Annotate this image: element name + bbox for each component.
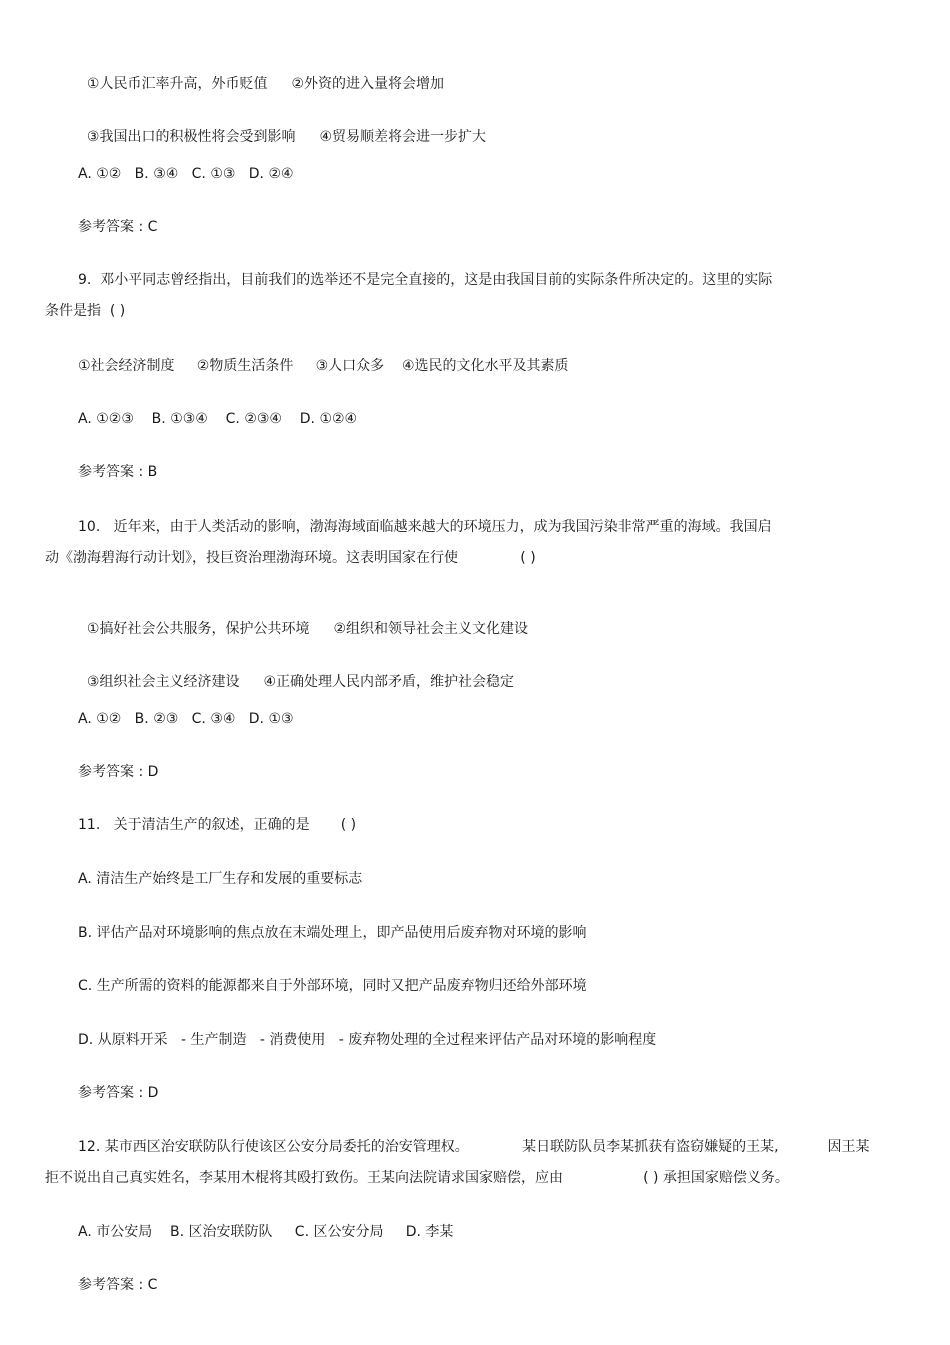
q10-statements-row2 (78, 655, 514, 691)
q10-choices: A. ①② B. ②③ C. ③④ D. ①③ (78, 711, 294, 727)
q9-stem-line1: 9. 邓小平同志曾经指出，目前我们的选举还不是完全直接的，这是由我国目前的实际条件所决定的。这里的实际 (78, 272, 773, 288)
q8-choices: A. ①② B. ③④ C. ①③ D. ②④ (78, 166, 294, 182)
q11-stem: 11. 关于清洁生产的叙述，正确的是 ( ) (78, 817, 357, 833)
q8-statements-row1 (78, 57, 444, 93)
q12-stem-line2: 拒不说出自己真实姓名，李某用木棍将其殴打致伤。王某向法院请求国家赔偿，应由 ( ) 承担国家赔偿义务。 (45, 1170, 789, 1186)
q9-choices: A. ①②③ B. ①③④ C. ②③④ D. ①②④ (78, 411, 358, 427)
q10-statements-row1 (78, 602, 528, 638)
q8-answer: 参考答案 : C (78, 219, 158, 235)
q10-statement-1: ①搞好社会公共服务，保护公共环境 (86, 621, 310, 637)
q8-statements-row2 (78, 110, 486, 146)
q12-answer: 参考答案 : C (78, 1277, 158, 1293)
q8-statement-2: ②外资的进入量将会增加 (291, 76, 445, 92)
q9-statements: ①社会经济制度 ②物质生活条件 ③人口众多 ④选民的文化水平及其素质 (78, 358, 569, 374)
q10-stem-line2: 动《渤海碧海行动计划》，投巨资治理渤海环境。这表明国家在行使 ( ) (45, 550, 536, 566)
q10-statement-3: ③组织社会主义经济建设 (86, 674, 240, 690)
q10-answer: 参考答案 : D (78, 764, 159, 780)
q10-stem-line1: 10. 近年来，由于人类活动的影响，渤海海域面临越来越大的环境压力，成为我国污染非常严重的海域。我国启 (78, 519, 772, 535)
q8-statement-1: ①人民币汇率升高，外币贬值 (86, 76, 268, 92)
q11-option-c: C. 生产所需的资料的能源都来自于外部环境，同时又把产品废弃物归还给外部环境 (78, 978, 587, 994)
q11-option-b: B. 评估产品对环境影响的焦点放在末端处理上，即产品使用后废弃物对环境的影响 (78, 925, 587, 941)
q12-stem-line1: 12. 某市西区治安联防队行使该区公安分局委托的治安管理权。 某日联防队员李某抓获有盗窃嫌疑的王某, 因王某 (78, 1139, 870, 1155)
q10-statement-4: ④正确处理人民内部矛盾，维护社会稳定 (263, 674, 515, 690)
q10-statement-2: ②组织和领导社会主义文化建设 (333, 621, 529, 637)
q8-statement-4: ④贸易顺差将会进一步扩大 (319, 129, 487, 145)
q9-stem-line2: 条件是指 ( ) (45, 303, 126, 319)
q12-choices: A. 市公安局 B. 区治安联防队 C. 区公安分局 D. 李某 (78, 1224, 454, 1240)
q11-option-d: D. 从原料开采 - 生产制造 - 消费使用 - 废弃物处理的全过程来评估产品对环境的影响程度 (78, 1032, 657, 1048)
q11-option-a: A. 清洁生产始终是工厂生存和发展的重要标志 (78, 871, 363, 887)
q11-answer: 参考答案 : D (78, 1085, 159, 1101)
q9-answer: 参考答案 : B (78, 464, 158, 480)
q8-statement-3: ③我国出口的积极性将会受到影响 (86, 129, 296, 145)
